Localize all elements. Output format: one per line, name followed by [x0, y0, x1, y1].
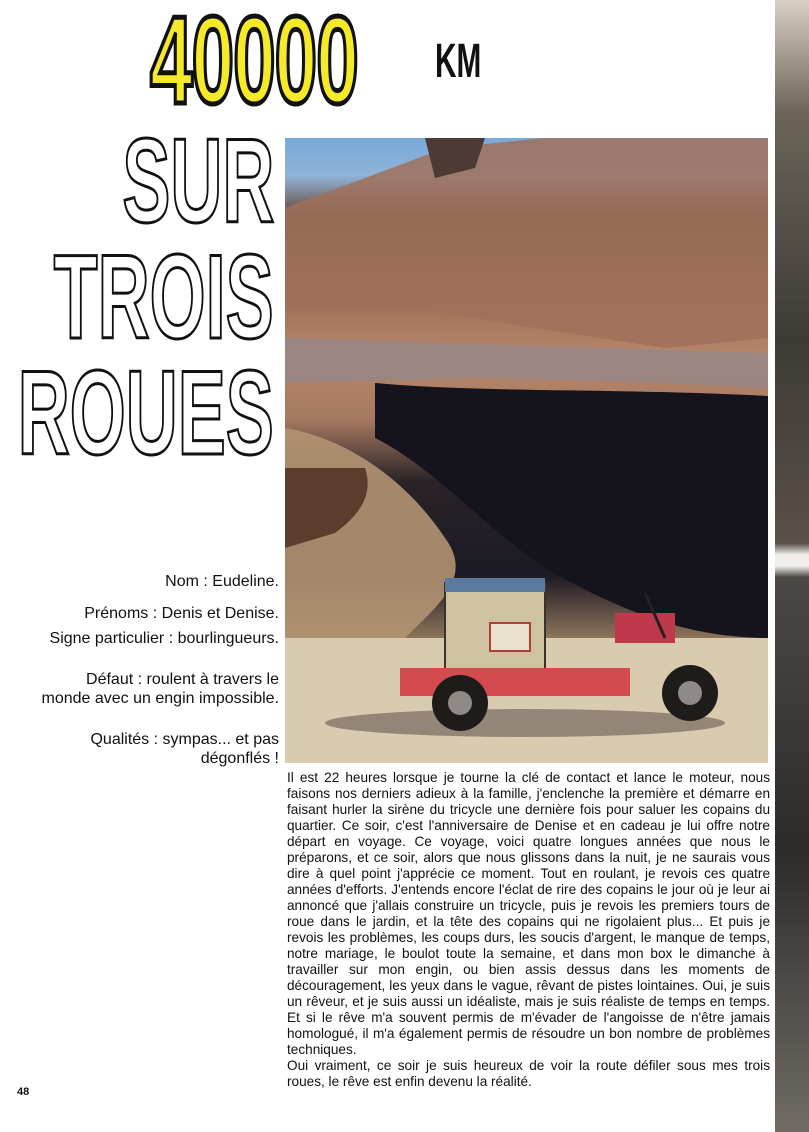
title-line-trois: TROIS — [53, 230, 274, 364]
title-line-roues: ROUES — [17, 346, 274, 480]
profile-prenoms: Prénoms : Denis et Denise. — [84, 605, 279, 622]
profile-qualites: Qualités : sympas... et pas dégonflés ! — [90, 731, 279, 767]
profile-signe: Signe particulier : bourlingueurs. — [49, 630, 279, 647]
article-paragraph: Oui vraiment, ce soir je suis heureux de voir la route défiler sous mes trois roues, le rêve est enfin devenu la réalité. — [287, 1058, 770, 1089]
adjacent-page-edge — [775, 0, 809, 1132]
title-line-sur: SUR — [121, 114, 274, 248]
photo-illustration — [285, 138, 768, 763]
title-number-row — [150, 0, 482, 130]
profile-nom: Nom : Eudeline. — [165, 573, 279, 590]
title-number: 40000 — [150, 0, 358, 130]
page-number: 48 — [17, 1086, 30, 1098]
article-paragraph: Il est 22 heures lorsque je tourne la clé de contact et lance le moteur, nous faisons nos derniers adieux à la famille, j'enclenche la première et démarre en faisant hurler la sirène du tricycle une dernière fois pour saluer les copains du quartier. Ce soir, c'est l'anniversaire de Denise et en cadeau je lui offre notre départ en voyage. Ce voyage, voici quatre longues années que nous le préparons, et ce soir, alors que nous glissons dans la nuit, je ne saurais vous dire à quel point j'apprécie ce moment. Tout en roulant, je revois ces quatre années d'efforts. J'entends encore l'éclat de rire des copains le jour où je leur ai annoncé que j'allais construire un tricycle, puis je revois les premiers tours de roue dans le jardin, et la tête des copains qui ne rigolaient plus... Et puis je revois les problèmes, les coups durs, les soucis d'argent, le manque de temps, notre mariage, le boulot toute la semaine, et dans mon box le dimanche à travailler sur mon engin, ou bien assis dessus dans les moments de découragement, les yeux dans le vague, rêvant de pistes lointaines. Oui, je suis un rêveur, et je suis aussi un idéaliste, mais je suis réaliste de temps en temps. Et si le rêve m'a souvent permis de m'évader de l'angoisse de n'être jamais homologué, il m'a également permis de résoudre un bon nombre de problèmes techniques. — [287, 770, 770, 1057]
title-unit: KM — [435, 35, 482, 88]
article-body — [287, 770, 770, 1090]
tricycle-canyon-photo — [285, 138, 768, 763]
profile-defaut: Défaut : roulent à travers le monde avec un engin impossible. — [41, 671, 279, 707]
